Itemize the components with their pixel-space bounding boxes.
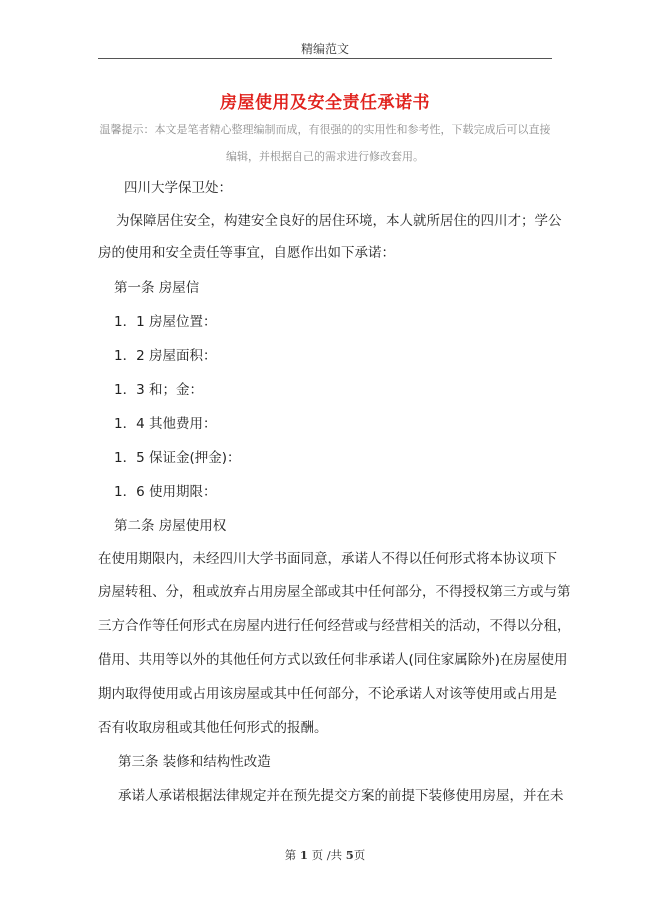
- article-heading: 第一条 房屋信: [114, 280, 200, 296]
- body-line: 否有收取房租或其他任何形式的报酬。: [98, 720, 328, 736]
- current-page-number: 1: [299, 848, 308, 862]
- running-header: 精编范文: [300, 42, 349, 56]
- footer-mid: 页 /共: [311, 848, 343, 862]
- total-pages: 5: [345, 848, 354, 862]
- footer-suffix: 页: [353, 848, 366, 862]
- clause-line: 1．2 房屋面积：: [114, 348, 217, 364]
- body-line: 借用、共用等以外的其他任何方式以致任何非承诺人(同住家属除外)在房屋使用: [98, 652, 568, 668]
- article-heading: 第三条 装修和结构性改造: [118, 754, 271, 770]
- body-line: 在使用期限内，未经四川大学书面同意，承诺人不得以任何形式将本协议项下: [98, 551, 557, 567]
- footer-prefix: 第: [284, 848, 297, 862]
- body-line: 房的使用和安全责任等事宜，自愿作出如下承诺：: [98, 245, 395, 261]
- article-heading: 第二条 房屋使用权: [114, 518, 227, 534]
- body-line: 三方合作等任何形式在房屋内进行任何经营或与经营相关的活动，不得以分租，: [98, 618, 571, 634]
- tip-line-1: 温馨提示：本文是笔者精心整理编制而成，有很强的的实用性和参考性，下载完成后可以直接: [99, 123, 551, 136]
- header-divider: [98, 58, 552, 59]
- body-line: 为保障居住安全，构建安全良好的居住环境，本人就所居住的四川才；学公: [116, 213, 562, 229]
- body-line: 承诺人承诺根据法律规定并在预先提交方案的前提下装修使用房屋，并在未: [118, 788, 564, 804]
- page-footer: [0, 847, 650, 863]
- tip-line-2: 编辑，并根据自己的需求进行修改套用。: [226, 150, 424, 163]
- addressee: 四川大学保卫处：: [124, 180, 232, 196]
- clause-line: 1．3 和；金：: [114, 382, 203, 398]
- body-line: 期内取得使用或占用该房屋或其中任何部分，不论承诺人对该等使用或占用是: [98, 686, 557, 702]
- clause-line: 1．6 使用期限：: [114, 484, 217, 500]
- clause-line: 1．1 房屋位置：: [114, 314, 217, 330]
- clause-line: 1．5 保证金(押金)：: [114, 450, 241, 466]
- clause-line: 1．4 其他费用：: [114, 416, 217, 432]
- body-line: 房屋转租、分，租或放弃占用房屋全部或其中任何部分，不得授权第三方或与第: [98, 584, 571, 600]
- document-title: 房屋使用及安全责任承诺书: [220, 93, 430, 113]
